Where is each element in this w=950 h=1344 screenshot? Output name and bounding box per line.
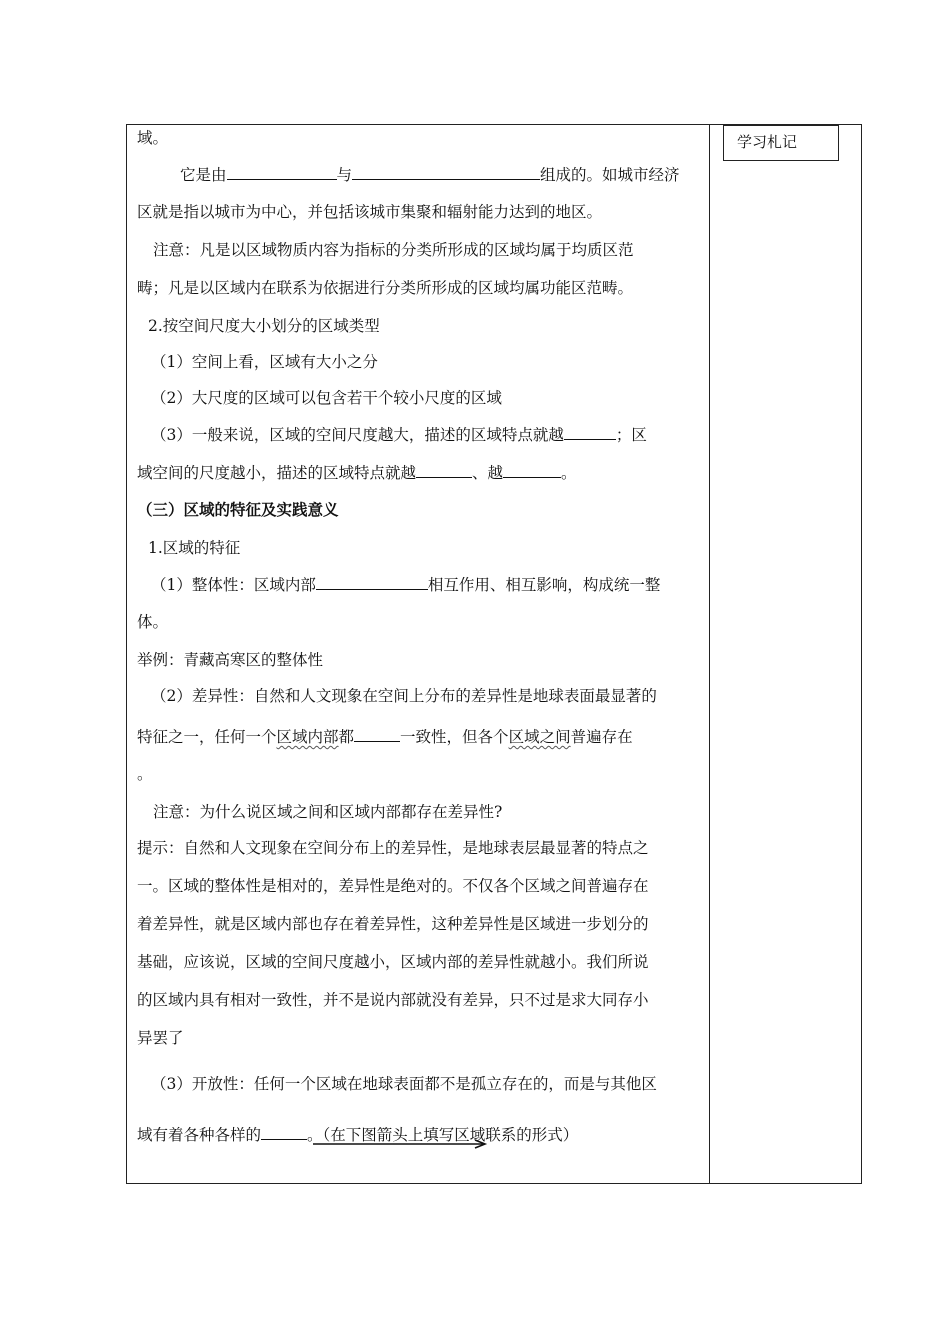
text-line: 特征之一，任何一个区域内部都 一致性，但各个区域之间普遍存在 bbox=[137, 725, 633, 748]
fill-blank[interactable] bbox=[352, 163, 540, 180]
text-line: 畴；凡是以区域内在联系为依据进行分类所形成的区域均属功能区范畴。 bbox=[137, 279, 634, 297]
text-line: 注意：为什么说区域之间和区域内部都存在差异性? bbox=[153, 803, 503, 821]
fill-blank[interactable] bbox=[227, 163, 337, 180]
text-line: 着差异性，就是区域内部也存在着差异性，这种差异性是区域进一步划分的 bbox=[137, 915, 649, 933]
text-line: 一。区域的整体性是相对的，差异性是绝对的。不仅各个区域之间普遍存在 bbox=[137, 877, 649, 895]
text-line: 的区域内具有相对一致性，并不是说内部就没有差异，只不过是求大同存小 bbox=[137, 991, 649, 1009]
fill-blank[interactable] bbox=[261, 1123, 307, 1140]
text-line: 举例：青藏高寒区的整体性 bbox=[137, 651, 324, 669]
column-divider bbox=[709, 124, 710, 1184]
fill-blank[interactable] bbox=[503, 461, 561, 478]
text-line: 域空间的尺度越小，描述的区域特点就越 、越 。 bbox=[137, 461, 577, 484]
text-line: 域。 bbox=[137, 129, 169, 147]
text-line: 提示：自然和人文现象在空间分布上的差异性，是地球表层最显著的特点之 bbox=[137, 839, 649, 857]
study-notes-label: 学习札记 bbox=[723, 125, 839, 161]
fill-blank[interactable] bbox=[416, 461, 472, 478]
text-line: 区就是指以城市为中心，并包括该城市集聚和辐射能力达到的地区。 bbox=[137, 203, 603, 221]
fill-blank[interactable] bbox=[354, 725, 400, 742]
text-line: 1.区域的特征 bbox=[148, 539, 241, 557]
fill-blank[interactable] bbox=[316, 573, 428, 590]
text-line: 它是由 与 组成的。如城市经济 bbox=[180, 163, 680, 186]
text-line: 域有着各种各样的 。（在下图箭头上填写区域联系的形式） bbox=[137, 1123, 578, 1146]
text-line: （1）整体性：区域内部 相互作用、相互影响，构成统一整 bbox=[151, 573, 660, 596]
text-line: （3）一般来说，区域的空间尺度越大，描述的区域特点就越 ；区 bbox=[151, 423, 647, 446]
text-line: （2）大尺度的区域可以包含若干个较小尺度的区域 bbox=[151, 389, 502, 407]
text-line: 。 bbox=[137, 765, 153, 783]
fill-blank[interactable] bbox=[564, 423, 616, 440]
text-line: （3）开放性：任何一个区域在地球表面都不是孤立存在的，而是与其他区 bbox=[151, 1075, 657, 1093]
section-heading: （三）区域的特征及实践意义 bbox=[137, 500, 339, 519]
text-line: 2.按空间尺度大小划分的区域类型 bbox=[148, 317, 380, 335]
arrow-right-icon bbox=[175, 1139, 491, 1149]
text-line: （1）空间上看，区域有大小之分 bbox=[151, 353, 378, 371]
text-line: 注意：凡是以区域物质内容为指标的分类所形成的区域均属于均质区范 bbox=[153, 241, 634, 259]
text-line: 异罢了 bbox=[137, 1029, 184, 1047]
text-line: （2）差异性：自然和人文现象在空间上分布的差异性是地球表面最显著的 bbox=[151, 687, 657, 705]
text-line: 体。 bbox=[137, 613, 169, 631]
text-line: 基础，应该说，区域的空间尺度越小，区域内部的差异性就越小。我们所说 bbox=[137, 953, 649, 971]
